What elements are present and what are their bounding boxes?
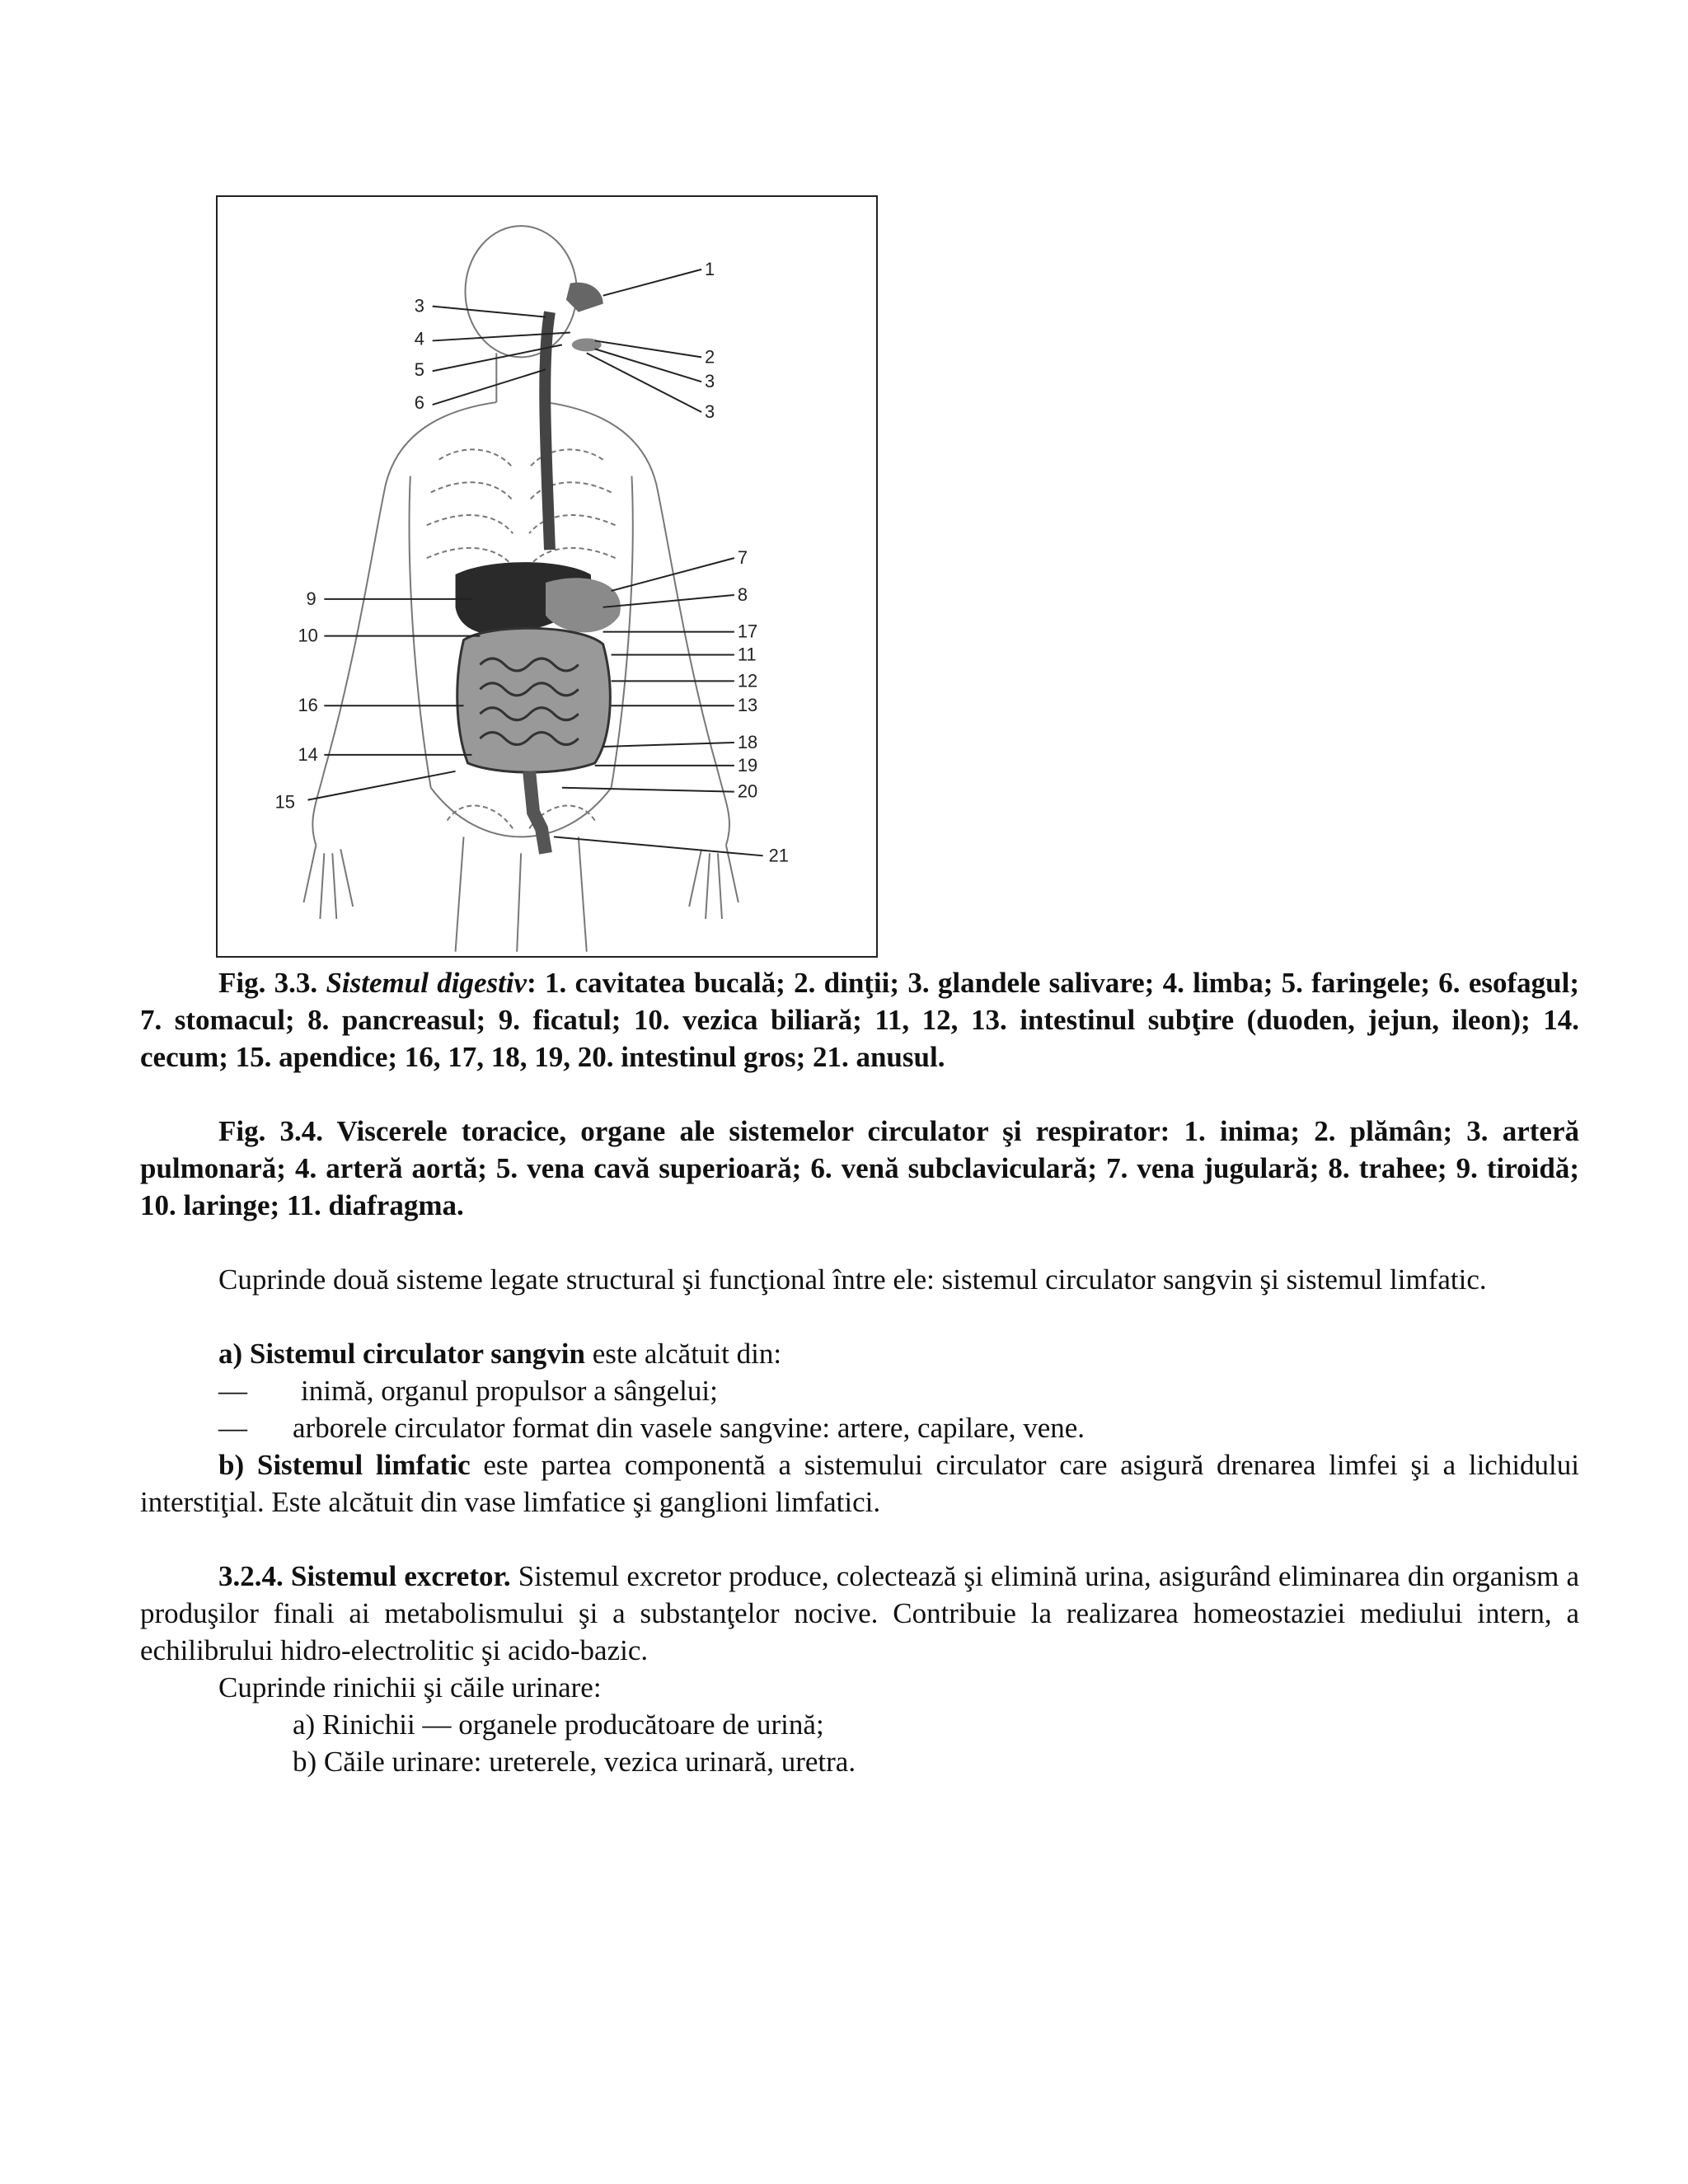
excretor-paragraph: [140, 1558, 1579, 1669]
figure-label: 20: [737, 780, 758, 802]
figure-label: 2: [705, 346, 715, 368]
figure-label: 3: [705, 371, 715, 392]
figure-label: 14: [298, 743, 318, 765]
figure-caption-3-4: Fig. 3.4. Viscerele toracice, organe ale sistemelor circulator şi respirator: 1. inima; 2. plămân; 3. arteră pulmonară; 4. arteră aortă; 5. vena cavă superioară; 6. venă subclaviculară; 7. vena jugulară; 8. trahee; 9. tiroidă; 10. laringe; 11. diafragma.: [140, 1115, 1579, 1221]
figure-label: 19: [737, 754, 758, 776]
figure-label: 3: [414, 295, 424, 316]
list-item: a) Rinichii — organele producătoare de urină;: [293, 1708, 824, 1741]
figure-label: 21: [768, 845, 789, 866]
figure-label: 10: [298, 625, 318, 646]
figure-label: 1: [705, 258, 715, 279]
figure-label: 9: [306, 588, 316, 609]
figure-label: 5: [414, 359, 424, 381]
limfatic-paragraph: [140, 1446, 1579, 1521]
digestive-system-illustration: [218, 197, 876, 956]
caption-title: Sistemul digestiv: [326, 967, 528, 999]
figure-label: 16: [298, 695, 318, 716]
list-item: inimă, organul propulsor a sângelui;: [301, 1375, 718, 1407]
intro-paragraph: Cuprinde două sisteme legate structural şi funcţional între ele: sistemul circulator sangvin şi sistemul limfatic.: [218, 1263, 1487, 1296]
excretor-line: Cuprinde rinichii şi căile urinare:: [218, 1671, 602, 1704]
figure-label: 4: [414, 328, 424, 349]
limfatic-text: este partea componentă a sistemului circulator care asigură drenarea limfei şi a lichidului interstiţial. Este alcătuit din vase limfatice şi ganglioni limfatici.: [140, 1449, 1579, 1518]
limfatic-heading: b) Sistemul limfatic: [218, 1449, 471, 1481]
circulator-paragraph: [140, 1335, 1579, 1372]
excretor-text: Sistemul excretor produce, colectează şi elimină urina, asigurând eliminarea din organism a produşilor finali ai metabolismului şi a substanţelor nocive. Contribuie la realizarea homeostaziei mediului intern, a echilibrului hidro-electrolitic şi acido-bazic.: [140, 1560, 1579, 1666]
figure-label: 11: [737, 644, 757, 665]
caption-prefix: Fig. 3.3.: [218, 967, 318, 999]
figure-caption-3-3: [140, 964, 1579, 1076]
figure-label: 3: [705, 401, 715, 422]
circulator-heading: a) Sistemul circulator sangvin: [218, 1338, 585, 1370]
figure-label: 17: [737, 621, 758, 642]
list-item: arborele circulator format din vasele sangvine: artere, capilare, vene.: [293, 1412, 1085, 1444]
caption-body: : 1. cavitatea bucală; 2. dinţii; 3. glandele salivare; 4. limba; 5. faringele; 6. esofagul; 7. stomacul; 8. pancreasul; 9. ficatul; 10. vezica biliară; 11, 12, 13. intestinul subţire (duoden, jejun, ileon); 14. cecum; 15. apendice; 16, 17, 18, 19, 20. intestinul gros; 21. anusul.: [140, 967, 1579, 1073]
list-dash: —: [218, 1412, 247, 1444]
list-item: b) Căile urinare: ureterele, vezica urinară, uretra.: [293, 1746, 856, 1778]
figure-label: 13: [737, 695, 758, 716]
excretor-heading: 3.2.4. Sistemul excretor.: [218, 1560, 511, 1592]
figure-label: 7: [737, 547, 748, 569]
list-dash: —: [218, 1375, 247, 1407]
figure-label: 6: [414, 392, 424, 414]
digestive-system-figure: [216, 195, 878, 958]
figure-label: 18: [737, 731, 758, 752]
figure-label: 8: [737, 583, 748, 605]
circulator-text: este alcătuit din:: [584, 1338, 782, 1370]
figure-label: 12: [737, 670, 758, 691]
figure-label: 15: [274, 791, 295, 813]
